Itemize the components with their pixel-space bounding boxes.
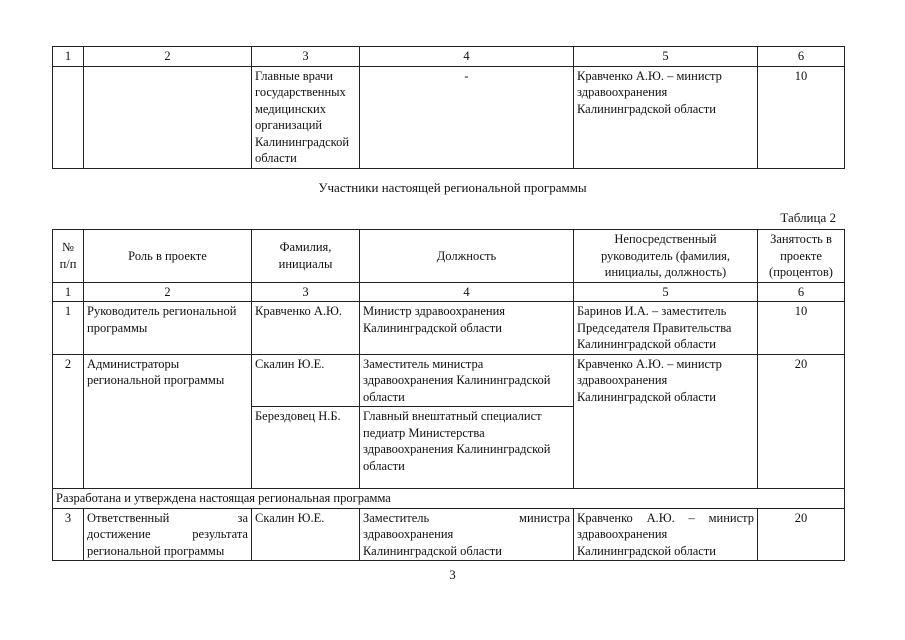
cell-position <box>360 508 574 561</box>
cell-supervisor: Кравченко А.Ю. – министр здравоохранения Калининградской области <box>574 354 758 489</box>
cell-role <box>84 66 252 168</box>
column-number-row <box>53 282 845 302</box>
colnum-5: 5 <box>574 47 758 67</box>
header-row <box>53 230 845 283</box>
cell-num: 2 <box>53 354 84 489</box>
table-caption: Таблица 2 <box>780 210 836 225</box>
position-line: Заместитель министра <box>363 510 570 525</box>
table-section-row <box>53 489 845 509</box>
role-line: региональной программы <box>87 543 225 558</box>
cell-name: Скалин Ю.Е. <box>252 508 360 561</box>
cell-name: Берездовец Н.Б. <box>252 407 360 489</box>
colnum-4: 4 <box>360 282 574 302</box>
cell-position: Заместитель министра здравоохранения Калининградской области <box>360 354 574 407</box>
cell-position: - <box>360 66 574 168</box>
colnum-1: 1 <box>53 47 84 67</box>
cell-name: Скалин Ю.Е. <box>252 354 360 407</box>
cell-name: Кравченко А.Ю. <box>252 302 360 355</box>
header-supervisor: Непосредственный руководитель (фамилия, инициалы, должность) <box>574 230 758 283</box>
cell-employment: 10 <box>758 66 845 168</box>
cell-name: Главные врачи государственных медицинских организаций Калининградской области <box>252 66 360 168</box>
supervisor-line: Калининградской области <box>577 543 716 558</box>
cell-position: Главный внештатный специалист педиатр Министерства здравоохранения Калининградской области <box>360 407 574 489</box>
cell-employment: 20 <box>758 354 845 489</box>
colnum-6: 6 <box>758 47 845 67</box>
cell-num: 3 <box>53 508 84 561</box>
colnum-3: 3 <box>252 47 360 67</box>
cell-position: Министр здравоохранения Калининградской области <box>360 302 574 355</box>
position-line: здравоохранения <box>363 527 454 541</box>
colnum-6: 6 <box>758 282 845 302</box>
table-row <box>53 302 845 355</box>
role-line: достижение результата <box>87 527 248 541</box>
position-line: Калининградской области <box>363 543 502 558</box>
cell-role: Руководитель региональной программы <box>84 302 252 355</box>
header-num: № п/п <box>53 230 84 283</box>
continuation-table <box>52 46 845 169</box>
colnum-1: 1 <box>53 282 84 302</box>
cell-supervisor <box>574 508 758 561</box>
colnum-2: 2 <box>84 282 252 302</box>
cell-role <box>84 508 252 561</box>
table-row <box>53 66 845 168</box>
section-heading: Участники настоящей региональной программы <box>318 180 587 195</box>
cell-supervisor: Баринов И.А. – заместитель Председателя Правительства Калининградской области <box>574 302 758 355</box>
header-position: Должность <box>360 230 574 283</box>
header-role: Роль в проекте <box>84 230 252 283</box>
colnum-5: 5 <box>574 282 758 302</box>
cell-employment: 20 <box>758 508 845 561</box>
colnum-4: 4 <box>360 47 574 67</box>
table-row <box>53 508 845 561</box>
table-row <box>53 354 845 407</box>
header-name: Фамилия, инициалы <box>252 230 360 283</box>
supervisor-line: Кравченко А.Ю. – министр <box>577 510 754 525</box>
participants-table <box>52 229 845 561</box>
section-banner: Разработана и утверждена настоящая региональная программа <box>53 489 845 509</box>
colnum-2: 2 <box>84 47 252 67</box>
header-employment: Занятость в проекте (процентов) <box>758 230 845 283</box>
cell-num: 1 <box>53 302 84 355</box>
supervisor-line: здравоохранения <box>577 527 668 541</box>
cell-employment: 10 <box>758 302 845 355</box>
column-number-row <box>53 47 845 67</box>
cell-role: Администраторы региональной программы <box>84 354 252 489</box>
role-line: Ответственный за <box>87 510 248 525</box>
cell-supervisor: Кравченко А.Ю. – министр здравоохранения Калининградской области <box>574 66 758 168</box>
page-number: 3 <box>449 567 456 582</box>
colnum-3: 3 <box>252 282 360 302</box>
cell-num <box>53 66 84 168</box>
